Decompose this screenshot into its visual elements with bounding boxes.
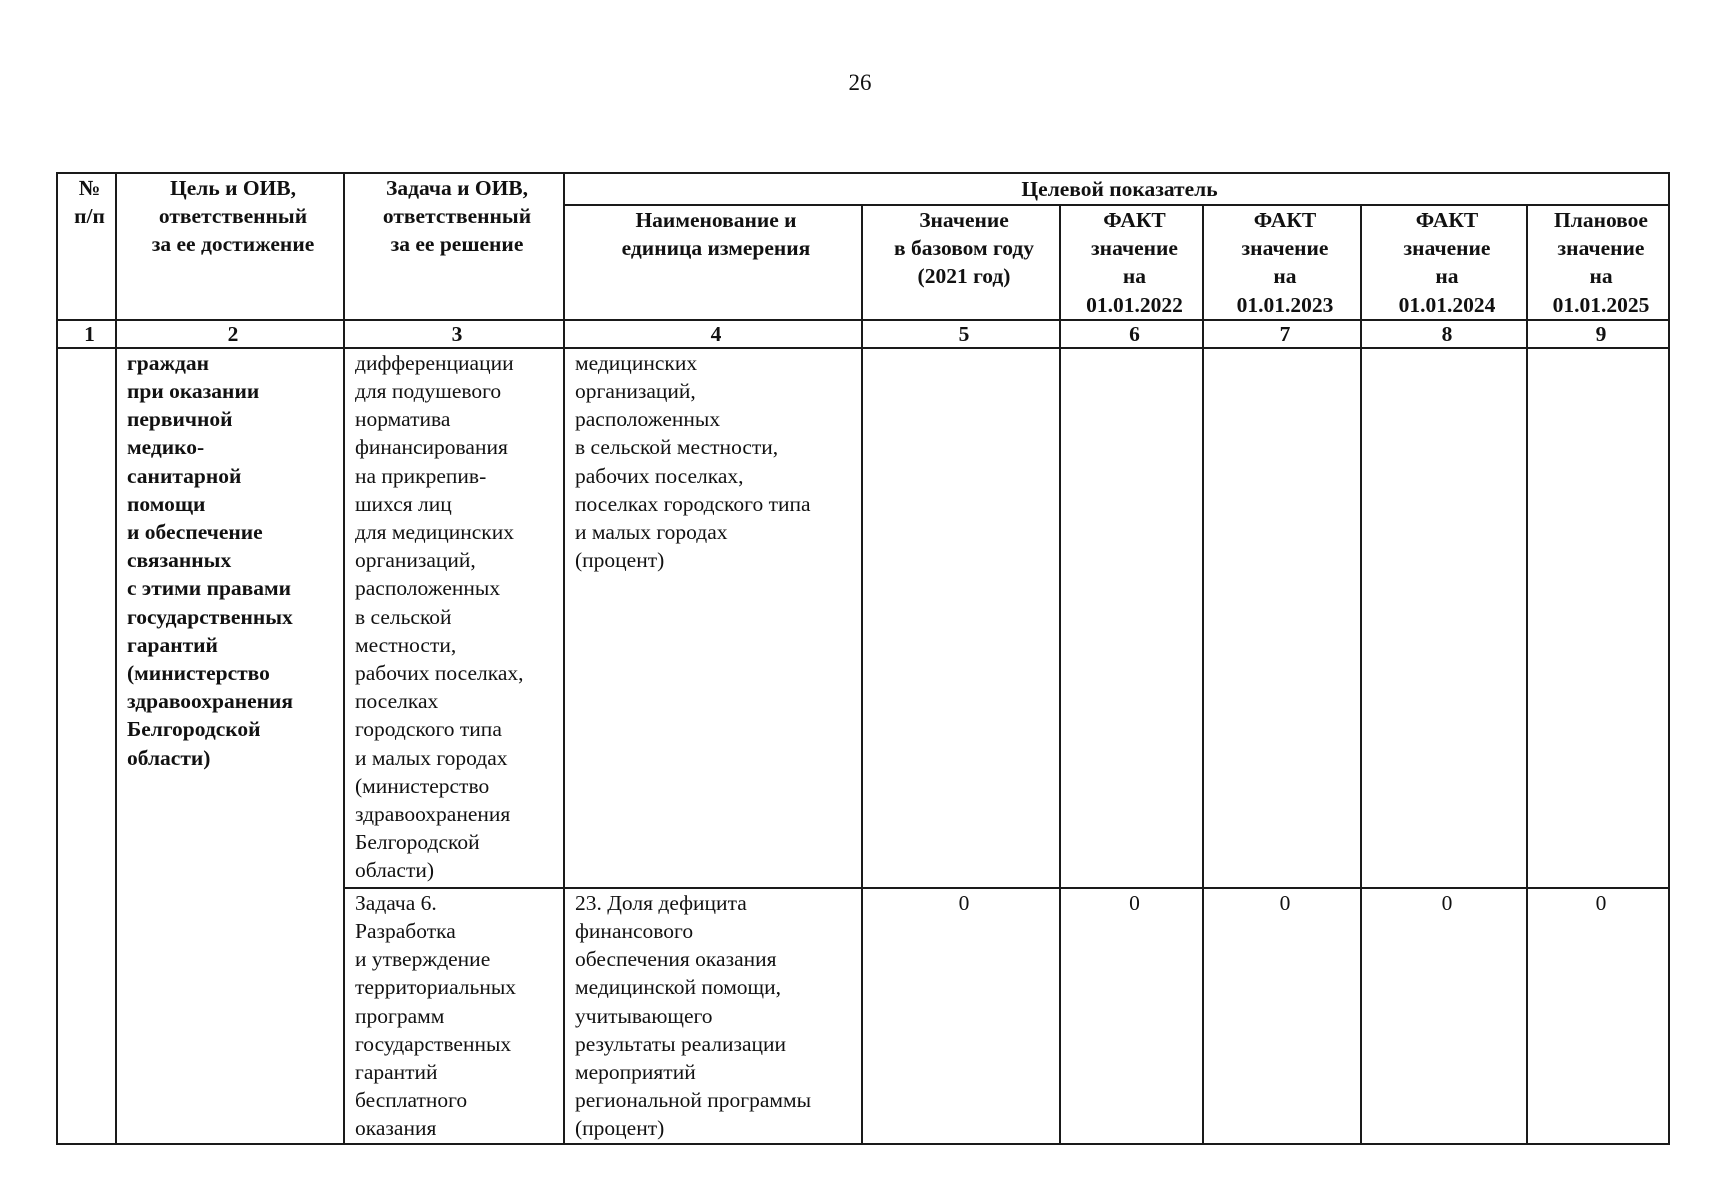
plan-2025-cell xyxy=(1527,348,1669,888)
column-number: 5 xyxy=(862,320,1060,348)
text-line: связанных xyxy=(127,548,232,573)
text-line: на xyxy=(1122,264,1147,289)
header-fact-2024 xyxy=(1361,205,1527,320)
text-line: на xyxy=(1273,264,1297,289)
text-line: медико- xyxy=(127,435,205,460)
column-number: 2 xyxy=(116,320,344,348)
fact-2022-cell: 0 xyxy=(1060,888,1203,1144)
text-line: здравоохранения xyxy=(127,689,294,714)
text-line: ответственный xyxy=(382,204,532,229)
text-line: организаций, xyxy=(355,548,476,573)
text-line: Наименование и xyxy=(635,208,797,232)
header-goal xyxy=(116,173,344,320)
text-line: ФАКТ xyxy=(1253,208,1317,232)
text-line: единица измерения xyxy=(621,236,811,261)
text-line: программ xyxy=(355,1003,445,1028)
text-line: здравоохранения xyxy=(355,802,511,827)
text-line: местности, xyxy=(355,632,457,657)
text-line: региональной программы xyxy=(575,1088,812,1113)
text-line: Значение xyxy=(919,208,1009,232)
text-line: санитарной xyxy=(127,463,242,488)
text-line: в сельской местности, xyxy=(575,435,779,460)
text-line: и утверждение xyxy=(355,947,491,972)
text-line: первичной xyxy=(127,407,233,432)
text-line: с этими правами xyxy=(127,576,292,601)
text-line: значение xyxy=(1403,236,1491,261)
text-line: за ее решение xyxy=(390,232,524,257)
header-task xyxy=(344,173,564,320)
text-line: (министерство xyxy=(355,773,490,798)
text-line: организаций, xyxy=(575,379,696,404)
text-line: финансирования xyxy=(355,435,508,460)
text-line: медицинских xyxy=(575,350,698,375)
text-line: 23. Доля дефицита xyxy=(575,890,747,915)
header-fact-2023 xyxy=(1203,205,1361,320)
text-line: расположенных xyxy=(575,407,721,432)
text-line: значение xyxy=(1241,236,1329,261)
indicator-name-cell xyxy=(564,348,862,888)
text-line: для подушевого xyxy=(355,379,502,404)
text-line: медицинской помощи, xyxy=(575,975,781,1000)
text-line: ФАКТ xyxy=(1103,208,1166,232)
column-number-row xyxy=(57,320,1669,348)
fact-2023-cell xyxy=(1203,348,1361,888)
column-number: 7 xyxy=(1203,320,1361,348)
text-line: в базовом году xyxy=(893,236,1035,261)
text-line: (процент) xyxy=(575,1116,665,1141)
text-line: (процент) xyxy=(575,548,665,573)
text-line: рабочих поселках, xyxy=(355,661,524,686)
text-line: в сельской xyxy=(355,604,452,629)
text-line: и обеспечение xyxy=(127,520,263,545)
text-line: 01.01.2025 xyxy=(1552,292,1650,317)
text-line: и малых городах xyxy=(355,745,508,770)
header-number xyxy=(57,173,116,320)
indicator-name-cell xyxy=(564,888,862,1144)
page-number: 26 xyxy=(848,70,872,95)
text-line: территориальных xyxy=(355,975,517,1000)
text-line: 01.01.2024 xyxy=(1398,292,1496,317)
task-cell xyxy=(344,888,564,1144)
column-number: 8 xyxy=(1361,320,1527,348)
text-line: и малых городах xyxy=(575,520,728,545)
header-fact-2022 xyxy=(1060,205,1203,320)
header-target-indicator: Целевой показатель xyxy=(564,173,1669,205)
text-line: за ее достижение xyxy=(151,232,315,257)
column-number: 9 xyxy=(1527,320,1669,348)
text-line: № xyxy=(78,176,101,200)
task-cell xyxy=(344,348,564,888)
text-line: области) xyxy=(355,858,435,883)
text-line: 01.01.2023 xyxy=(1236,292,1334,317)
table-row xyxy=(57,348,1669,888)
text-line: государственных xyxy=(127,604,293,629)
text-line: поселках xyxy=(355,689,439,714)
text-line: помощи xyxy=(127,491,206,516)
text-line: Белгородской xyxy=(355,830,480,855)
fact-2022-cell xyxy=(1060,348,1203,888)
text-line: мероприятий xyxy=(575,1060,696,1085)
text-line: 01.01.2022 xyxy=(1086,292,1183,317)
fact-2024-cell xyxy=(1361,348,1527,888)
text-line: на xyxy=(1435,264,1459,289)
text-line: граждан xyxy=(127,350,210,375)
header-base-value xyxy=(862,205,1060,320)
text-line: п/п xyxy=(74,204,105,229)
text-line: области) xyxy=(127,745,211,770)
text-line: рабочих поселках, xyxy=(575,463,744,488)
text-line: для медицинских xyxy=(355,520,515,545)
text-line: на xyxy=(1589,264,1613,289)
text-line: расположенных xyxy=(355,576,501,601)
text-line: Разработка xyxy=(355,919,456,944)
column-number: 4 xyxy=(564,320,862,348)
text-line: норматива xyxy=(355,407,451,432)
header-indicator-name xyxy=(564,205,862,320)
fact-2024-cell: 0 xyxy=(1361,888,1527,1144)
header-plan-2025 xyxy=(1527,205,1669,320)
text-line: Плановое xyxy=(1554,208,1648,232)
text-line: Цель и ОИВ, xyxy=(170,176,296,200)
text-line: (2021 год) xyxy=(917,264,1011,289)
text-line: бесплатного xyxy=(355,1088,468,1113)
fact-2023-cell: 0 xyxy=(1203,888,1361,1144)
column-number: 6 xyxy=(1060,320,1203,348)
target-indicators-table xyxy=(56,172,1670,1145)
text-line: значение xyxy=(1091,236,1178,261)
text-line: гарантий xyxy=(127,632,218,657)
text-line: на прикрепив- xyxy=(355,463,487,488)
text-line: при оказании xyxy=(127,379,260,404)
text-line: ответственный xyxy=(158,204,308,229)
row-number-cell xyxy=(57,348,116,1144)
column-number: 3 xyxy=(344,320,564,348)
text-line: финансового xyxy=(575,919,694,944)
column-number: 1 xyxy=(57,320,116,348)
plan-2025-cell: 0 xyxy=(1527,888,1669,1144)
text-line: Белгородской xyxy=(127,717,261,742)
text-line: гарантий xyxy=(355,1060,438,1085)
text-line: ФАКТ xyxy=(1415,208,1479,232)
text-line: Задача 6. xyxy=(355,890,437,915)
text-line: результаты реализации xyxy=(575,1031,787,1056)
text-line: дифференциации xyxy=(355,350,514,375)
text-line: городского типа xyxy=(355,717,502,742)
text-line: государственных xyxy=(355,1031,512,1056)
text-line: значение xyxy=(1557,236,1645,261)
base-value-cell: 0 xyxy=(862,888,1060,1144)
text-line: поселках городского типа xyxy=(575,491,811,516)
base-value-cell xyxy=(862,348,1060,888)
text-line: (министерство xyxy=(127,661,270,686)
text-line: оказания xyxy=(355,1116,437,1141)
text-line: учитывающего xyxy=(575,1003,713,1028)
text-line: шихся лиц xyxy=(355,491,452,516)
text-line: Задача и ОИВ, xyxy=(385,176,529,200)
text-line: обеспечения оказания xyxy=(575,947,777,972)
goal-cell xyxy=(116,348,344,1144)
